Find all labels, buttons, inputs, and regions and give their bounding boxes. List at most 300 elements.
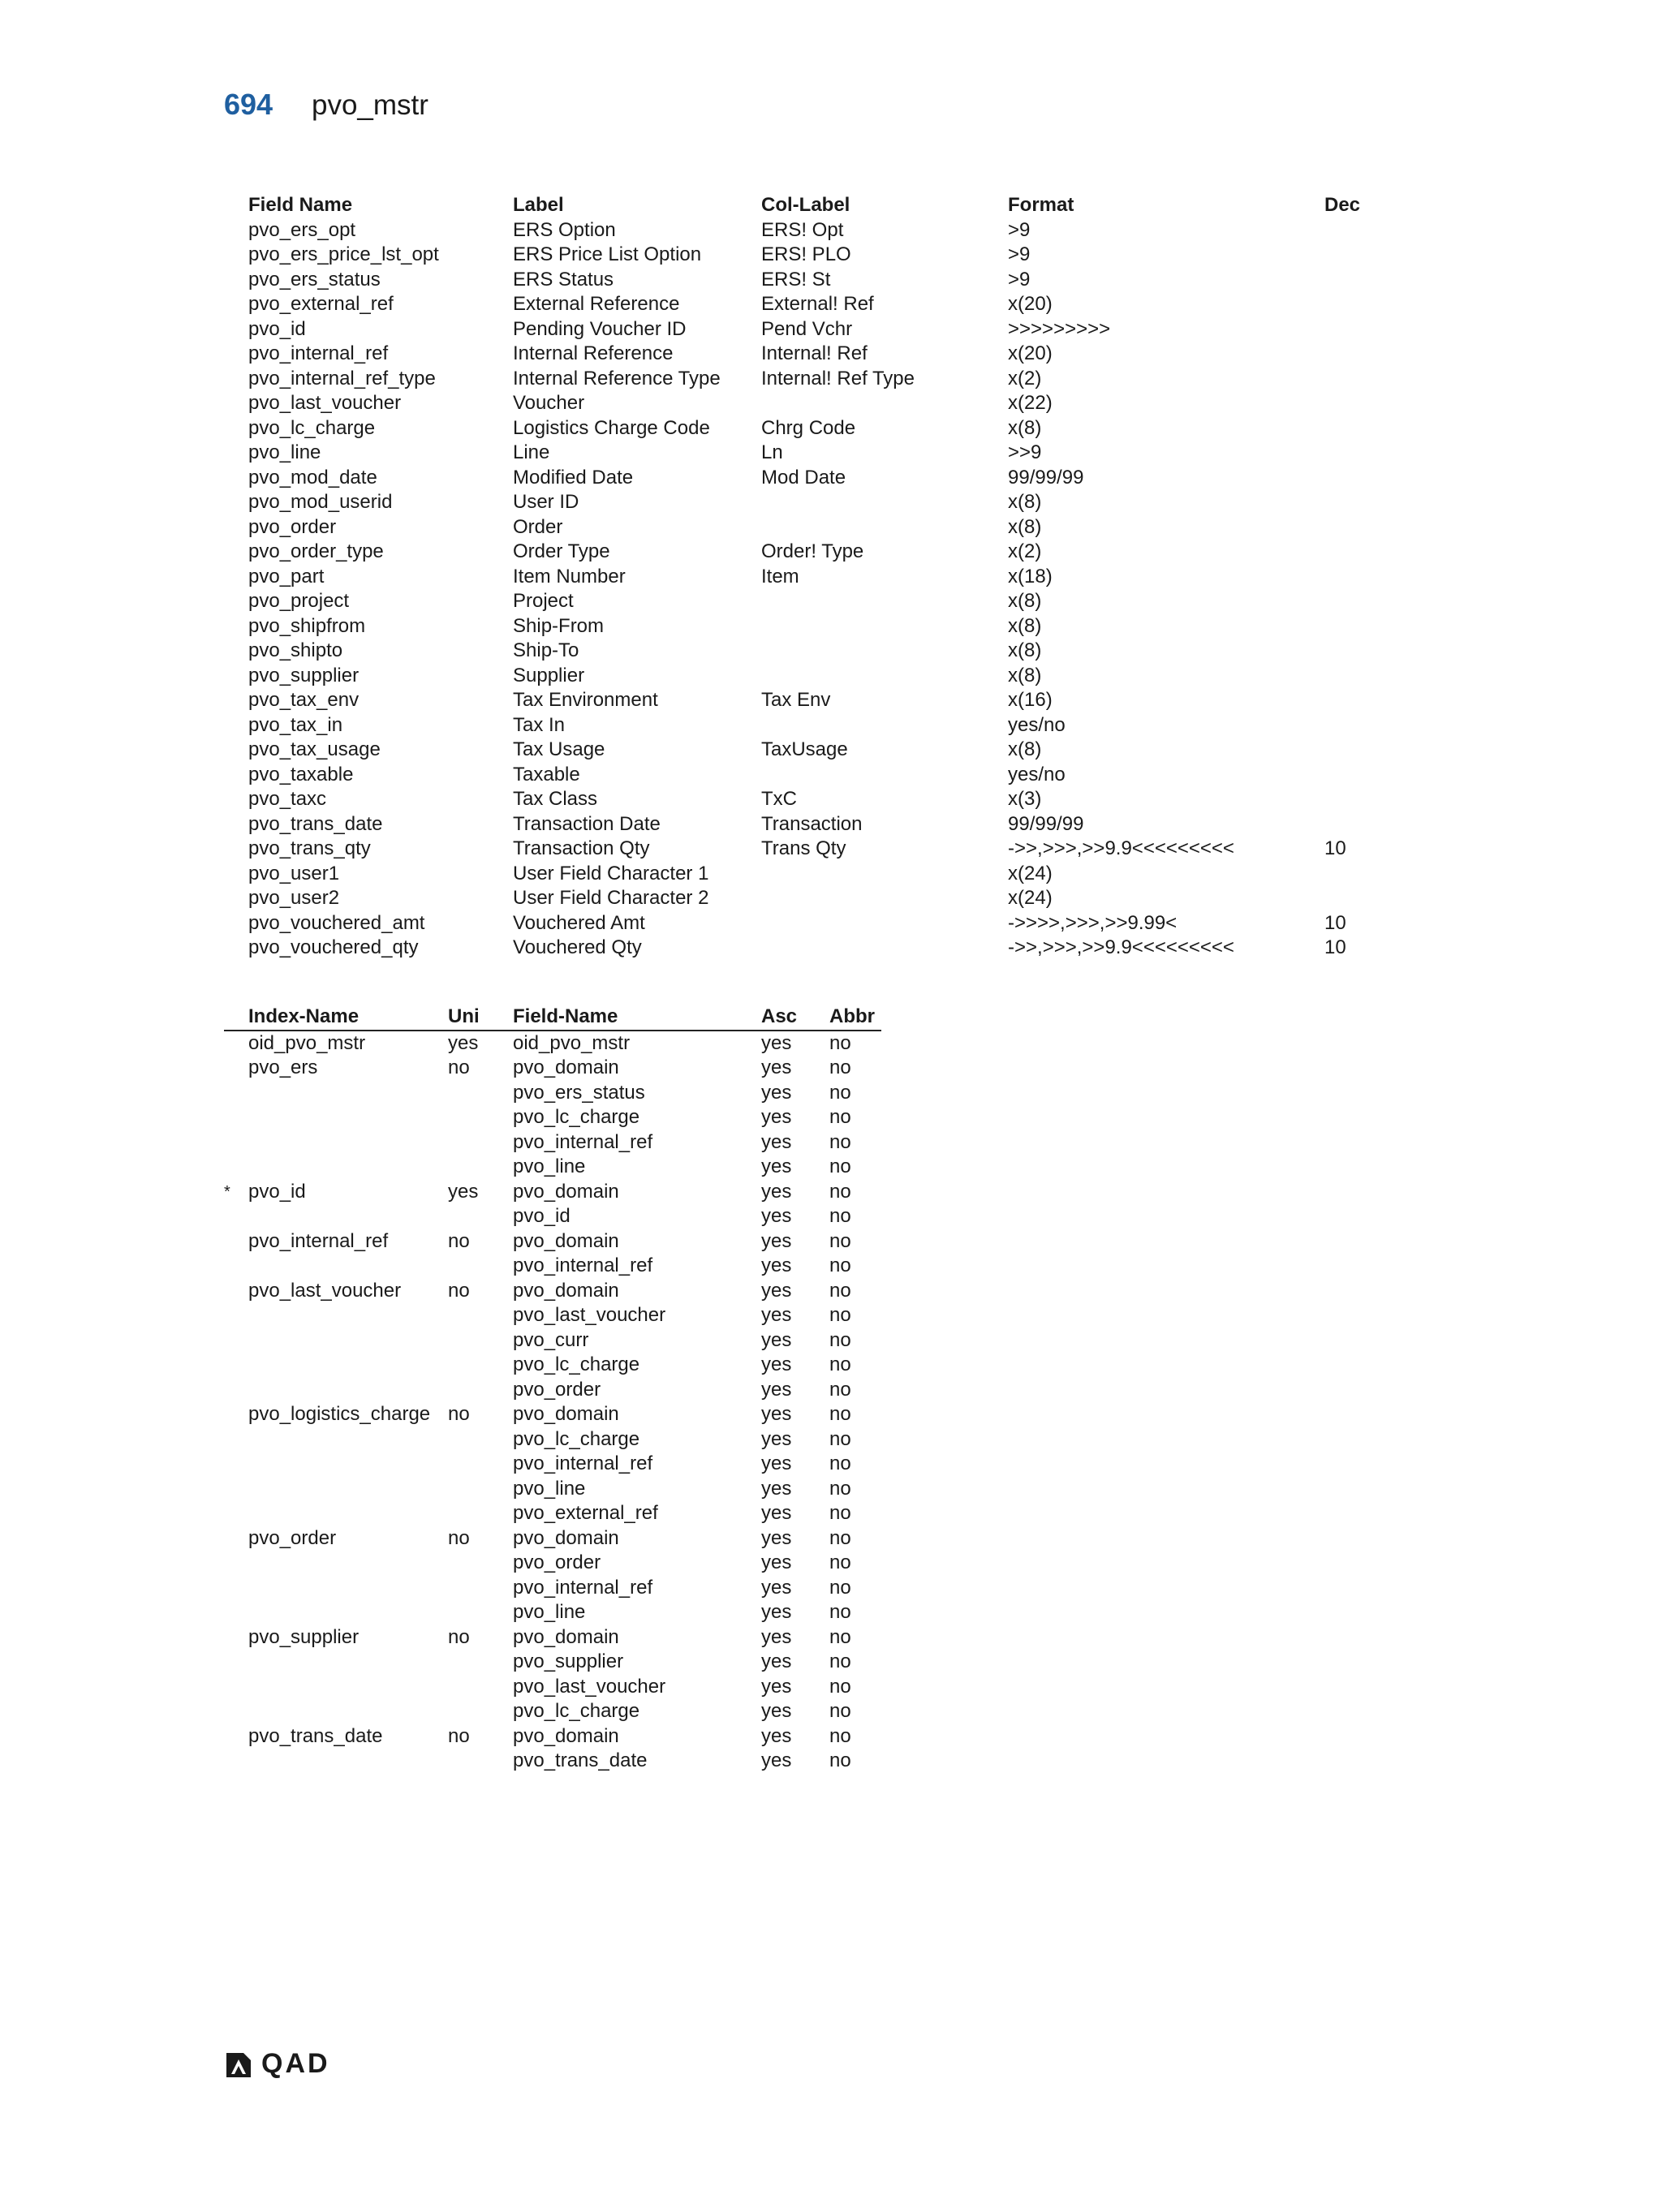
table-cell: no: [829, 1328, 851, 1351]
table-cell: pvo_last_voucher: [248, 392, 402, 414]
table-cell: pvo_user1: [248, 862, 340, 884]
table-cell: Taxable: [513, 763, 580, 785]
table-row: [224, 1576, 881, 1601]
table-cell: yes: [761, 1081, 792, 1104]
table-cell: x(20): [1008, 342, 1053, 364]
table-cell: ->>,>>>,>>9.9<<<<<<<<<: [1008, 936, 1234, 958]
table-cell: x(16): [1008, 689, 1053, 711]
table-cell: Internal Reference Type: [513, 367, 721, 389]
table-cell: pvo_lc_charge: [513, 1427, 640, 1450]
table-cell: no: [829, 1427, 851, 1450]
table-row: [248, 763, 1417, 788]
table-cell: x(22): [1008, 392, 1053, 414]
table-cell: yes: [761, 1180, 792, 1203]
table-cell: yes/no: [1008, 713, 1066, 736]
table-cell: x(8): [1008, 738, 1042, 760]
table-row: [224, 1675, 881, 1700]
table-row: [248, 565, 1417, 590]
table-cell: no: [448, 1229, 470, 1252]
table-cell: no: [829, 1057, 851, 1078]
table-row: [224, 1279, 881, 1304]
table-cell: pvo_vouchered_qty: [248, 936, 419, 958]
table-cell: yes: [448, 1031, 479, 1054]
table-cell: pvo_lc_charge: [513, 1700, 640, 1722]
table-cell: pvo_id: [248, 317, 306, 340]
table-row: [224, 1031, 881, 1057]
table-cell: no: [829, 1081, 851, 1104]
table-cell: pvo_external_ref: [513, 1502, 658, 1524]
table-cell: Tax Usage: [513, 738, 605, 760]
table-row: [224, 1551, 881, 1576]
table-row: [224, 1229, 881, 1254]
table-cell: Modified Date: [513, 466, 634, 488]
table-row: [224, 1180, 881, 1205]
table-cell: no: [448, 1724, 470, 1747]
table-cell: pvo_internal_ref: [248, 1229, 389, 1252]
table-cell: pvo_order: [513, 1378, 601, 1401]
table-row: [224, 1056, 881, 1081]
table-cell: yes: [761, 1106, 792, 1128]
table-row: [224, 1402, 881, 1427]
table-cell: pvo_domain: [513, 1279, 619, 1302]
table-cell: x(18): [1008, 565, 1053, 587]
table-cell: no: [829, 1254, 851, 1276]
table-cell: pvo_domain: [513, 1180, 619, 1203]
table-row: [248, 936, 1417, 961]
table-cell: yes: [761, 1601, 792, 1623]
table-cell: pvo_id: [248, 1180, 306, 1203]
table-cell: Mod Date: [761, 466, 846, 488]
table-row: [224, 1303, 881, 1328]
table-cell: yes: [761, 1155, 792, 1177]
table-row: [248, 787, 1417, 812]
table-row: [224, 1328, 881, 1353]
table-cell: no: [829, 1625, 851, 1648]
table-cell: no: [829, 1229, 851, 1252]
table-row: [224, 1477, 881, 1502]
table-cell: no: [829, 1155, 851, 1177]
table-cell: ERS! St: [761, 268, 831, 290]
table-cell: Logistics Charge Code: [513, 416, 710, 439]
table-cell: pvo_internal_ref: [513, 1254, 653, 1276]
table-cell: yes: [761, 1403, 792, 1425]
table-row: [224, 1625, 881, 1650]
table-cell: Supplier: [513, 664, 585, 686]
table-cell: no: [829, 1477, 851, 1500]
table-cell: x(8): [1008, 614, 1042, 637]
table-row: [224, 1501, 881, 1526]
column-header: Abbr: [829, 1005, 875, 1027]
table-cell: pvo_user2: [248, 887, 340, 909]
table-cell: no: [829, 1106, 851, 1128]
table-cell: yes: [761, 1229, 792, 1252]
table-cell: Transaction Qty: [513, 837, 650, 859]
table-cell: pvo_domain: [513, 1057, 619, 1078]
table-cell: Tax In: [513, 713, 566, 736]
table-cell: no: [448, 1625, 470, 1648]
column-header: Uni: [448, 1005, 480, 1027]
table-cell: pvo_order_type: [248, 540, 384, 562]
table-cell: Voucher: [513, 392, 585, 414]
table-cell: pvo_internal_ref_type: [248, 367, 436, 389]
table-cell: pvo_order: [513, 1551, 601, 1573]
table-row: [248, 218, 1417, 243]
table-cell: pvo_last_voucher: [248, 1279, 402, 1302]
table-row: [224, 1254, 881, 1279]
table-row: [248, 911, 1417, 936]
fields-body: [248, 218, 1417, 961]
table-cell: yes: [761, 1675, 792, 1698]
table-cell: pvo_curr: [513, 1328, 589, 1351]
table-cell: x(24): [1008, 887, 1053, 909]
table-cell: no: [829, 1601, 851, 1623]
table-cell: no: [829, 1130, 851, 1153]
table-cell: pvo_trans_date: [248, 1724, 383, 1747]
table-cell: yes: [761, 1625, 792, 1648]
table-cell: pvo_domain: [513, 1724, 619, 1747]
table-row: [248, 738, 1417, 763]
table-cell: no: [829, 1031, 851, 1054]
table-cell: 10: [1324, 911, 1346, 934]
table-cell: ERS Status: [513, 268, 614, 290]
table-cell: pvo_project: [248, 590, 350, 612]
table-cell: Item: [761, 565, 799, 587]
table-cell: pvo_taxable: [248, 763, 354, 785]
table-cell: yes: [761, 1576, 792, 1599]
column-header: Field Name: [248, 194, 353, 216]
table-cell: ->>,>>>,>>9.9<<<<<<<<<: [1008, 837, 1234, 859]
table-cell: pvo_ers_status: [248, 268, 381, 290]
table-cell: pvo_logistics_charge: [248, 1403, 431, 1425]
table-row: [248, 713, 1417, 738]
table-cell: pvo_order: [248, 1526, 337, 1549]
table-cell: x(24): [1008, 862, 1053, 884]
table-cell: no: [829, 1452, 851, 1474]
table-cell: no: [829, 1403, 851, 1425]
table-cell: no: [829, 1675, 851, 1698]
table-cell: pvo_ers_price_lst_opt: [248, 243, 439, 265]
column-header: Dec: [1324, 194, 1361, 216]
table-cell: Pending Voucher ID: [513, 317, 687, 340]
table-cell: pvo_shipfrom: [248, 614, 366, 637]
table-cell: no: [829, 1502, 851, 1524]
table-cell: TxC: [761, 788, 797, 810]
table-cell: External! Ref: [761, 293, 874, 315]
table-row: [248, 614, 1417, 639]
table-cell: >9: [1008, 243, 1031, 265]
table-row: [248, 886, 1417, 911]
table-cell: pvo_trans_date: [513, 1749, 648, 1771]
table-cell: pvo_last_voucher: [513, 1675, 666, 1698]
table-cell: x(2): [1008, 367, 1042, 389]
table-row: [248, 862, 1417, 887]
table-row: [224, 1130, 881, 1155]
table-cell: no: [448, 1279, 470, 1302]
table-cell: no: [829, 1700, 851, 1722]
table-cell: >>9: [1008, 441, 1042, 463]
table-cell: yes: [761, 1427, 792, 1450]
index-body: [224, 1031, 881, 1774]
table-cell: ERS! Opt: [761, 218, 844, 241]
table-cell: pvo_taxc: [248, 788, 327, 810]
table-cell: Ship-From: [513, 614, 605, 637]
table-cell: Tax Environment: [513, 689, 658, 711]
table-cell: User Field Character 2: [513, 887, 709, 909]
table-cell: yes: [761, 1551, 792, 1573]
table-cell: no: [829, 1724, 851, 1747]
table-cell: x(8): [1008, 491, 1042, 513]
table-cell: pvo_domain: [513, 1229, 619, 1252]
table-cell: yes: [761, 1452, 792, 1474]
primary-index-marker: *: [224, 1182, 230, 1201]
table-cell: Internal! Ref: [761, 342, 868, 364]
table-cell: Order Type: [513, 540, 610, 562]
table-cell: yes/no: [1008, 763, 1066, 785]
table-cell: x(8): [1008, 664, 1042, 686]
table-cell: Tax Class: [513, 788, 598, 810]
table-cell: pvo_line: [248, 441, 321, 463]
table-cell: yes: [448, 1180, 479, 1203]
table-row: [248, 367, 1417, 392]
table-cell: User Field Character 1: [513, 862, 709, 884]
table-cell: pvo_ers: [248, 1057, 318, 1078]
table-cell: yes: [761, 1526, 792, 1549]
table-cell: ERS Price List Option: [513, 243, 702, 265]
page-title: pvo_mstr: [312, 89, 428, 121]
table-cell: yes: [761, 1205, 792, 1227]
table-row: [248, 515, 1417, 540]
table-cell: no: [829, 1279, 851, 1302]
table-cell: Vouchered Qty: [513, 936, 642, 958]
table-cell: no: [829, 1378, 851, 1401]
table-cell: pvo_ers_status: [513, 1081, 645, 1104]
table-cell: x(20): [1008, 293, 1053, 315]
table-row: [248, 837, 1417, 862]
table-cell: no: [829, 1205, 851, 1227]
table-cell: pvo_line: [513, 1477, 586, 1500]
table-cell: x(2): [1008, 540, 1042, 562]
table-cell: no: [448, 1057, 470, 1078]
column-header: Label: [513, 194, 564, 216]
table-cell: Transaction: [761, 812, 863, 835]
table-cell: Order! Type: [761, 540, 864, 562]
table-cell: pvo_lc_charge: [513, 1106, 640, 1128]
table-cell: Pend Vchr: [761, 317, 853, 340]
table-cell: no: [829, 1551, 851, 1573]
table-cell: pvo_internal_ref: [513, 1130, 653, 1153]
table-cell: pvo_lc_charge: [248, 416, 376, 439]
table-cell: x(8): [1008, 590, 1042, 612]
table-row: [224, 1081, 881, 1106]
table-row: [224, 1600, 881, 1625]
table-row: [248, 490, 1417, 515]
table-cell: no: [829, 1526, 851, 1549]
table-cell: yes: [761, 1477, 792, 1500]
table-row: [248, 243, 1417, 268]
table-cell: pvo_lc_charge: [513, 1353, 640, 1375]
table-cell: >9: [1008, 268, 1031, 290]
table-cell: yes: [761, 1650, 792, 1672]
table-cell: pvo_supplier: [248, 1625, 360, 1648]
logo-text: QAD: [261, 2048, 330, 2079]
table-cell: Internal! Ref Type: [761, 367, 915, 389]
table-row: [248, 688, 1417, 713]
table-cell: yes: [761, 1279, 792, 1302]
table-row: [224, 1724, 881, 1749]
table-cell: x(8): [1008, 515, 1042, 538]
table-row: [224, 1650, 881, 1675]
table-cell: pvo_tax_usage: [248, 738, 381, 760]
table-cell: >9: [1008, 218, 1031, 241]
table-row: [248, 391, 1417, 416]
table-row: [248, 540, 1417, 565]
table-cell: Project: [513, 590, 574, 612]
table-row: [248, 466, 1417, 491]
table-cell: no: [829, 1749, 851, 1771]
table-cell: Chrg Code: [761, 416, 856, 439]
table-cell: yes: [761, 1353, 792, 1375]
table-cell: yes: [761, 1724, 792, 1747]
table-cell: pvo_line: [513, 1155, 586, 1177]
table-cell: >>>>>>>>>: [1008, 317, 1111, 340]
table-cell: yes: [761, 1700, 792, 1722]
table-row: [248, 441, 1417, 466]
table-row: [224, 1155, 881, 1180]
table-cell: pvo_tax_in: [248, 713, 343, 736]
table-cell: Transaction Date: [513, 812, 661, 835]
table-cell: no: [829, 1304, 851, 1326]
table-cell: pvo_part: [248, 565, 325, 587]
table-cell: yes: [761, 1130, 792, 1153]
table-cell: Ln: [761, 441, 783, 463]
table-cell: Ship-To: [513, 639, 579, 661]
table-cell: TaxUsage: [761, 738, 848, 760]
table-cell: no: [829, 1650, 851, 1672]
table-row: [248, 292, 1417, 317]
table-row: [224, 1204, 881, 1229]
table-row: [248, 664, 1417, 689]
table-cell: pvo_id: [513, 1205, 571, 1227]
table-cell: yes: [761, 1378, 792, 1401]
table-cell: pvo_internal_ref: [513, 1576, 653, 1599]
table-cell: yes: [761, 1031, 792, 1054]
table-row: [224, 1452, 881, 1477]
qad-logo: [224, 2050, 354, 2079]
table-cell: no: [448, 1526, 470, 1549]
table-cell: x(3): [1008, 788, 1042, 810]
table-cell: pvo_last_voucher: [513, 1304, 666, 1326]
table-row: [248, 268, 1417, 293]
table-cell: pvo_domain: [513, 1526, 619, 1549]
table-cell: pvo_tax_env: [248, 689, 360, 711]
table-row: [248, 317, 1417, 342]
table-cell: 10: [1324, 936, 1346, 958]
table-cell: no: [448, 1403, 470, 1425]
table-cell: 10: [1324, 837, 1346, 859]
table-cell: yes: [761, 1057, 792, 1078]
table-cell: Internal Reference: [513, 342, 674, 364]
table-cell: 99/99/99: [1008, 466, 1084, 488]
table-cell: Item Number: [513, 565, 626, 587]
table-row: [224, 1526, 881, 1551]
table-row: [224, 1699, 881, 1724]
table-cell: no: [829, 1180, 851, 1203]
table-cell: pvo_line: [513, 1601, 586, 1623]
column-header: Index-Name: [248, 1005, 360, 1027]
table-cell: oid_pvo_mstr: [248, 1031, 366, 1054]
table-cell: no: [829, 1576, 851, 1599]
table-cell: Trans Qty: [761, 837, 846, 859]
table-cell: Line: [513, 441, 550, 463]
table-cell: yes: [761, 1502, 792, 1524]
table-cell: oid_pvo_mstr: [513, 1031, 631, 1054]
table-cell: Tax Env: [761, 689, 831, 711]
table-cell: pvo_domain: [513, 1403, 619, 1425]
column-header: Format: [1008, 194, 1074, 216]
table-cell: Order: [513, 515, 563, 538]
table-cell: pvo_supplier: [513, 1650, 624, 1672]
table-cell: 99/99/99: [1008, 812, 1084, 835]
table-cell: yes: [761, 1328, 792, 1351]
table-row: [224, 1427, 881, 1452]
table-cell: pvo_external_ref: [248, 293, 394, 315]
table-cell: pvo_shipto: [248, 639, 343, 661]
column-header: Field-Name: [513, 1005, 618, 1027]
table-cell: User ID: [513, 491, 579, 513]
table-cell: pvo_domain: [513, 1625, 619, 1648]
column-header: Col-Label: [761, 194, 850, 216]
table-row: [248, 639, 1417, 664]
index-table: [224, 1005, 881, 1774]
index-header-row: [224, 1005, 881, 1031]
table-row: [224, 1749, 881, 1774]
table-cell: pvo_internal_ref: [248, 342, 389, 364]
table-row: [224, 1353, 881, 1378]
column-header: Asc: [761, 1005, 798, 1027]
table-cell: pvo_vouchered_amt: [248, 911, 425, 934]
page-number: 694: [224, 88, 273, 121]
table-cell: no: [829, 1353, 851, 1375]
table-cell: pvo_order: [248, 515, 337, 538]
table-cell: ERS Option: [513, 218, 616, 241]
table-cell: pvo_mod_userid: [248, 491, 393, 513]
table-cell: pvo_trans_date: [248, 812, 383, 835]
table-cell: pvo_internal_ref: [513, 1452, 653, 1474]
table-row: [248, 342, 1417, 367]
fields-table: [248, 193, 1417, 961]
table-row: [248, 812, 1417, 837]
table-row: [248, 589, 1417, 614]
qad-logo-icon: [224, 2050, 253, 2079]
table-cell: x(8): [1008, 639, 1042, 661]
table-cell: ERS! PLO: [761, 243, 851, 265]
table-cell: yes: [761, 1254, 792, 1276]
table-cell: x(8): [1008, 416, 1042, 439]
table-cell: pvo_mod_date: [248, 466, 377, 488]
table-cell: pvo_supplier: [248, 664, 360, 686]
table-cell: yes: [761, 1749, 792, 1771]
table-cell: pvo_trans_qty: [248, 837, 371, 859]
fields-header-row: [248, 193, 1417, 218]
table-cell: External Reference: [513, 293, 680, 315]
table-row: [224, 1378, 881, 1403]
table-cell: ->>>>,>>>,>>9.99<: [1008, 911, 1178, 934]
table-row: [224, 1105, 881, 1130]
table-cell: pvo_ers_opt: [248, 218, 356, 241]
table-row: [248, 416, 1417, 441]
table-cell: Vouchered Amt: [513, 911, 645, 934]
table-cell: yes: [761, 1304, 792, 1326]
